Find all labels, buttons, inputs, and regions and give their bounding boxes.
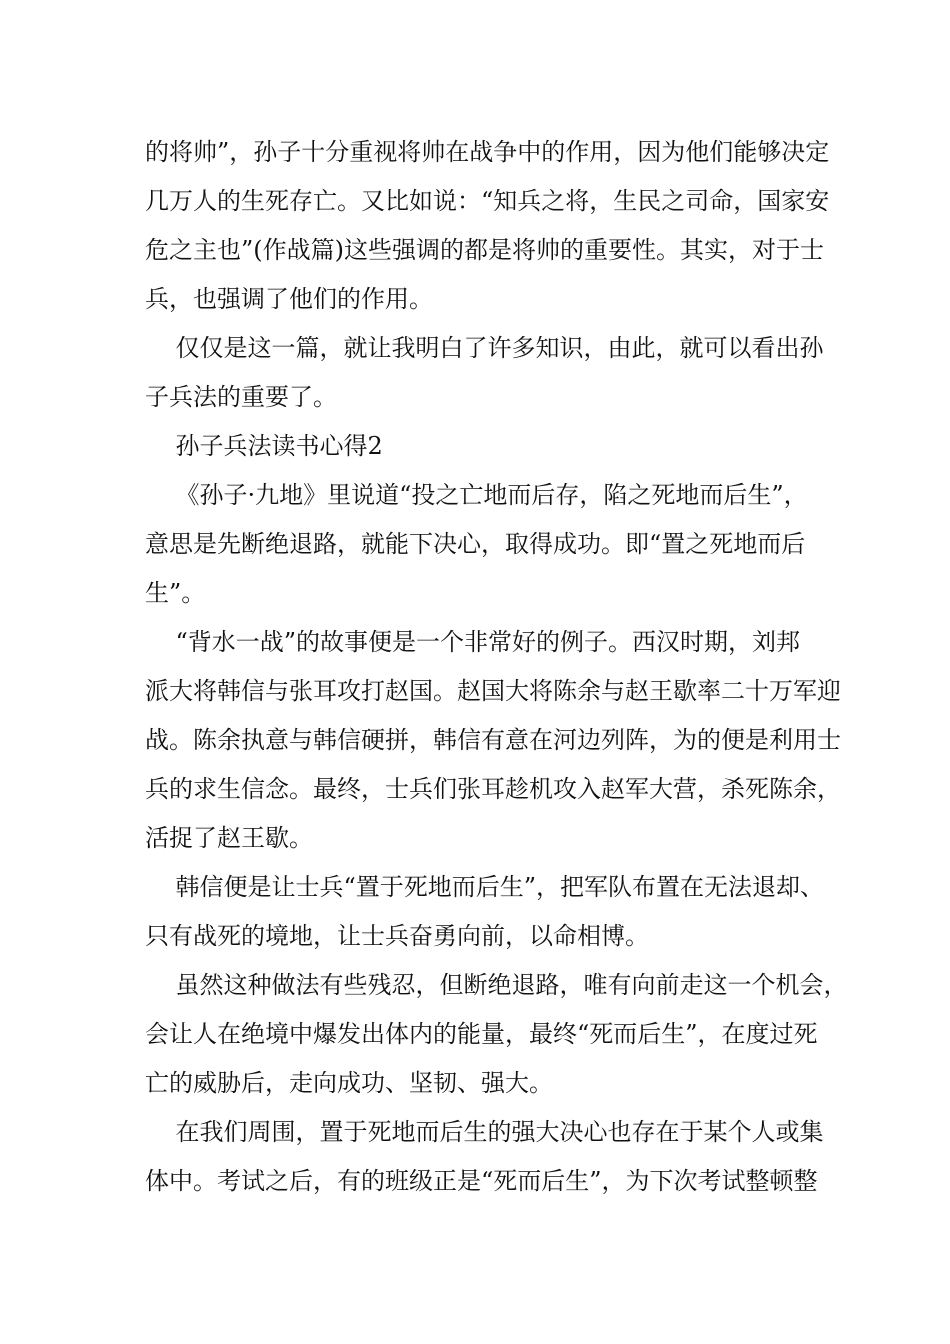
text-line: 子兵法的重要了。 bbox=[145, 383, 337, 411]
text-line: 派大将韩信与张耳攻打赵国。赵国大将陈余与赵王歇率二十万军迎 bbox=[145, 677, 841, 705]
text-line: 几万人的生死存亡。又比如说：“知兵之将，生民之司命，国家安 bbox=[145, 187, 830, 215]
text-line: 会让人在绝境中爆发出体内的能量，最终“死而后生”，在度过死 bbox=[145, 1020, 818, 1048]
text-line: 的将帅”，孙子十分重视将帅在战争中的作用，因为他们能够决定 bbox=[145, 138, 830, 166]
text-line: 兵，也强调了他们的作用。 bbox=[145, 285, 433, 313]
text-line: 兵的求生信念。最终，士兵们张耳趁机攻入赵军大营，杀死陈余， bbox=[145, 775, 841, 803]
text-line: 虽然这种做法有些残忍，但断绝退路，唯有向前走这一个机会， bbox=[145, 971, 848, 999]
text-line: 体中。考试之后，有的班级正是“死而后生”，为下次考试整顿整 bbox=[145, 1167, 818, 1195]
text-line: 韩信便是让士兵“置于死地而后生”，把军队布置在无法退却、 bbox=[145, 873, 825, 901]
section-heading: 孙子兵法读书心得2 bbox=[145, 432, 383, 460]
text-line: “背水一战”的故事便是一个非常好的例子。西汉时期，刘邦 bbox=[145, 628, 801, 656]
text-line: 亡的威胁后，走向成功、坚韧、强大。 bbox=[145, 1069, 553, 1097]
text-line: 活捉了赵王歇。 bbox=[145, 824, 313, 852]
text-line: 只有战死的境地，让士兵奋勇向前，以命相博。 bbox=[145, 922, 649, 950]
text-line: 仅仅是这一篇，就让我明白了许多知识，由此，就可以看出孙 bbox=[145, 334, 824, 362]
text-line: 战。陈余执意与韩信硬拼，韩信有意在河边列阵，为的便是利用士 bbox=[145, 726, 841, 754]
text-line: 在我们周围，置于死地而后生的强大决心也存在于某个人或集 bbox=[145, 1118, 824, 1146]
text-line: 《孙子·九地》里说道“投之亡地而后存，陷之死地而后生”， bbox=[145, 481, 808, 509]
text-line: 生”。 bbox=[145, 579, 206, 607]
body-text bbox=[145, 128, 848, 1206]
text-line: 危之主也”(作战篇)这些强调的都是将帅的重要性。其实，对于士 bbox=[145, 236, 824, 264]
text-line: 意思是先断绝退路，就能下决心，取得成功。即“置之死地而后 bbox=[145, 530, 806, 558]
